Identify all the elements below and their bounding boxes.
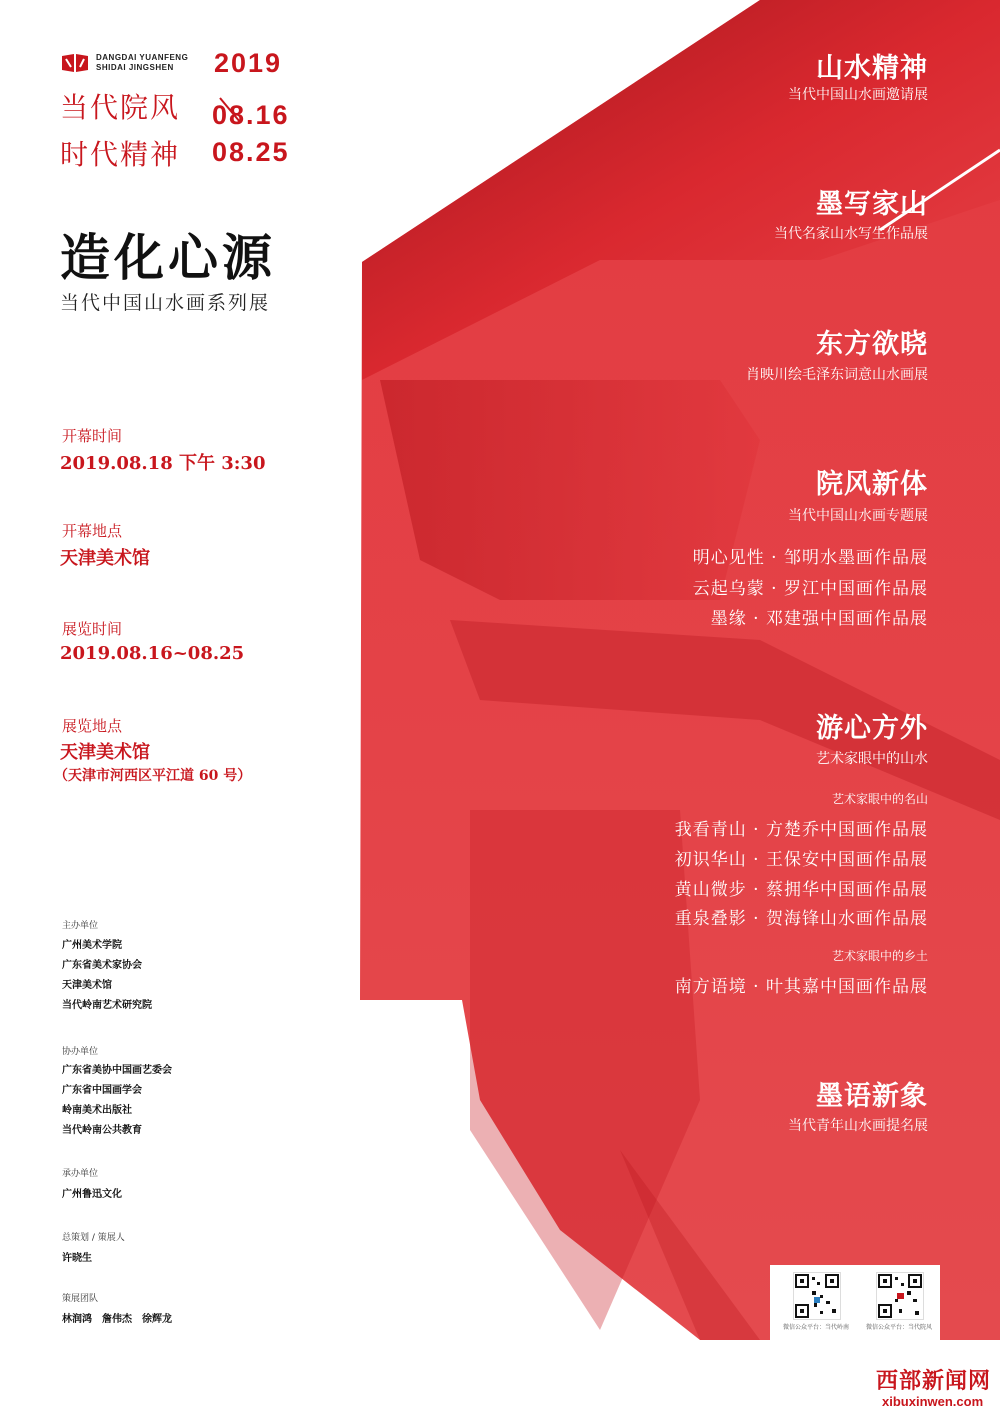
organizer-label-co-host: 协办单位 [62,1047,99,1057]
section-5-item: 黄山微步 · 蔡拥华中国画作品展 [674,880,928,900]
logo-line-2: SHIDAI JINGSHEN [96,63,174,72]
qr-code-icon [793,1272,841,1320]
info-address-note: （天津市河西区平江道 60 号） [54,768,252,784]
organizer-label-undertaker: 承办单位 [62,1169,99,1179]
date-end: 08.25 [212,137,290,167]
organizer-item: 岭南美术出版社 [62,1105,132,1116]
organizer-label-curator: 总策划 / 策展人 [62,1233,125,1243]
info-label-opening-time: 开幕时间 [62,427,123,445]
section-5-group-1: 艺术家眼中的名山 [831,792,928,806]
organizer-item: 广东省美术家协会 [62,960,142,971]
info-label-exhibition-venue: 展览地点 [62,717,123,735]
section-sub-6: 当代青年山水画提名展 [788,1118,928,1134]
slogan-line-2: 时代精神 [60,138,181,171]
info-value-exhibition-venue: 天津美术馆 [60,742,150,763]
organizer-item: 广东省美协中国画艺委会 [62,1065,172,1076]
section-4-item: 明心见性 · 邹明水墨画作品展 [692,548,928,568]
sub-title: 当代中国山水画系列展 [60,292,271,314]
section-title-2: 墨写家山 [816,189,928,220]
organizer-item: 天津美术馆 [62,980,112,991]
organizer-item: 广州鲁迅文化 [62,1189,122,1200]
organizer-item: 广州美术学院 [62,940,122,951]
section-5-item: 南方语境 · 叶其嘉中国画作品展 [674,977,928,997]
organizer-item: 广东省中国画学会 [62,1085,142,1096]
organizer-item: 当代岭南公共教育 [62,1125,142,1136]
section-5-item: 重泉叠影 · 贺海锋山水画作品展 [674,909,928,929]
section-5-group-2: 艺术家眼中的乡土 [831,949,928,963]
info-label-opening-venue: 开幕地点 [62,522,123,540]
section-sub-2: 当代名家山水写生作品展 [774,226,928,242]
section-5-item: 初识华山 · 王保安中国画作品展 [674,850,928,870]
info-value-exhibition-time: 2019.08.16~08.25 [60,643,245,664]
info-value-opening-venue: 天津美术馆 [60,548,150,569]
organizer-list-curator [62,1249,92,1269]
logo-line-1: DANGDAI YUANFENG [96,53,189,62]
section-sub-4: 当代中国山水画专题展 [788,508,928,524]
organizer-list-team [62,1310,172,1330]
section-title-1: 山水精神 [816,53,928,84]
section-5-item: 我看青山 · 方楚乔中国画作品展 [674,820,928,840]
year: 2019 [214,48,283,78]
organizer-list-undertaker [62,1185,122,1205]
section-sub-5: 艺术家眼中的山水 [816,751,928,767]
slogan-line-1: 当代院风 [60,91,181,124]
section-title-3: 东方欲晓 [816,329,928,360]
organizer-item: 林润鸿 詹伟杰 徐辉龙 [62,1314,172,1325]
qr-caption: 微信公众平台：当代岭南 [782,1324,849,1331]
info-value-opening-time: 2019.08.18 下午 3:30 [60,453,266,474]
organizer-list-host [62,936,152,1016]
section-sub-1: 当代中国山水画邀请展 [788,87,928,103]
section-title-6: 墨语新象 [816,1081,928,1112]
main-title: 造化心源 [60,228,276,287]
organizer-list-co-host [62,1061,172,1141]
section-4-item: 云起乌蒙 · 罗江中国画作品展 [692,579,928,599]
section-title-4: 院风新体 [816,469,928,500]
section-4-item: 墨缘 · 邓建强中国画作品展 [710,609,928,629]
organizer-item: 许晓生 [62,1253,92,1264]
watermark-cn: 西部新闻网 [876,1368,992,1394]
watermark-url: xibuxinwen.com [882,1394,984,1409]
info-label-exhibition-time: 展览时间 [62,620,123,638]
organizer-item: 当代岭南艺术研究院 [62,1000,152,1011]
section-title-5: 游心方外 [816,713,928,744]
organizer-label-team: 策展团队 [62,1294,99,1304]
qr-code-icon [876,1272,924,1320]
organizer-label-host: 主办单位 [62,921,99,931]
logo-mark-icon [62,54,88,72]
date-start: 08.16 [212,100,290,130]
section-sub-3: 肖映川绘毛泽东词意山水画展 [746,367,928,383]
qr-caption: 微信公众平台：当代院风 [865,1324,932,1331]
logo [62,52,202,74]
